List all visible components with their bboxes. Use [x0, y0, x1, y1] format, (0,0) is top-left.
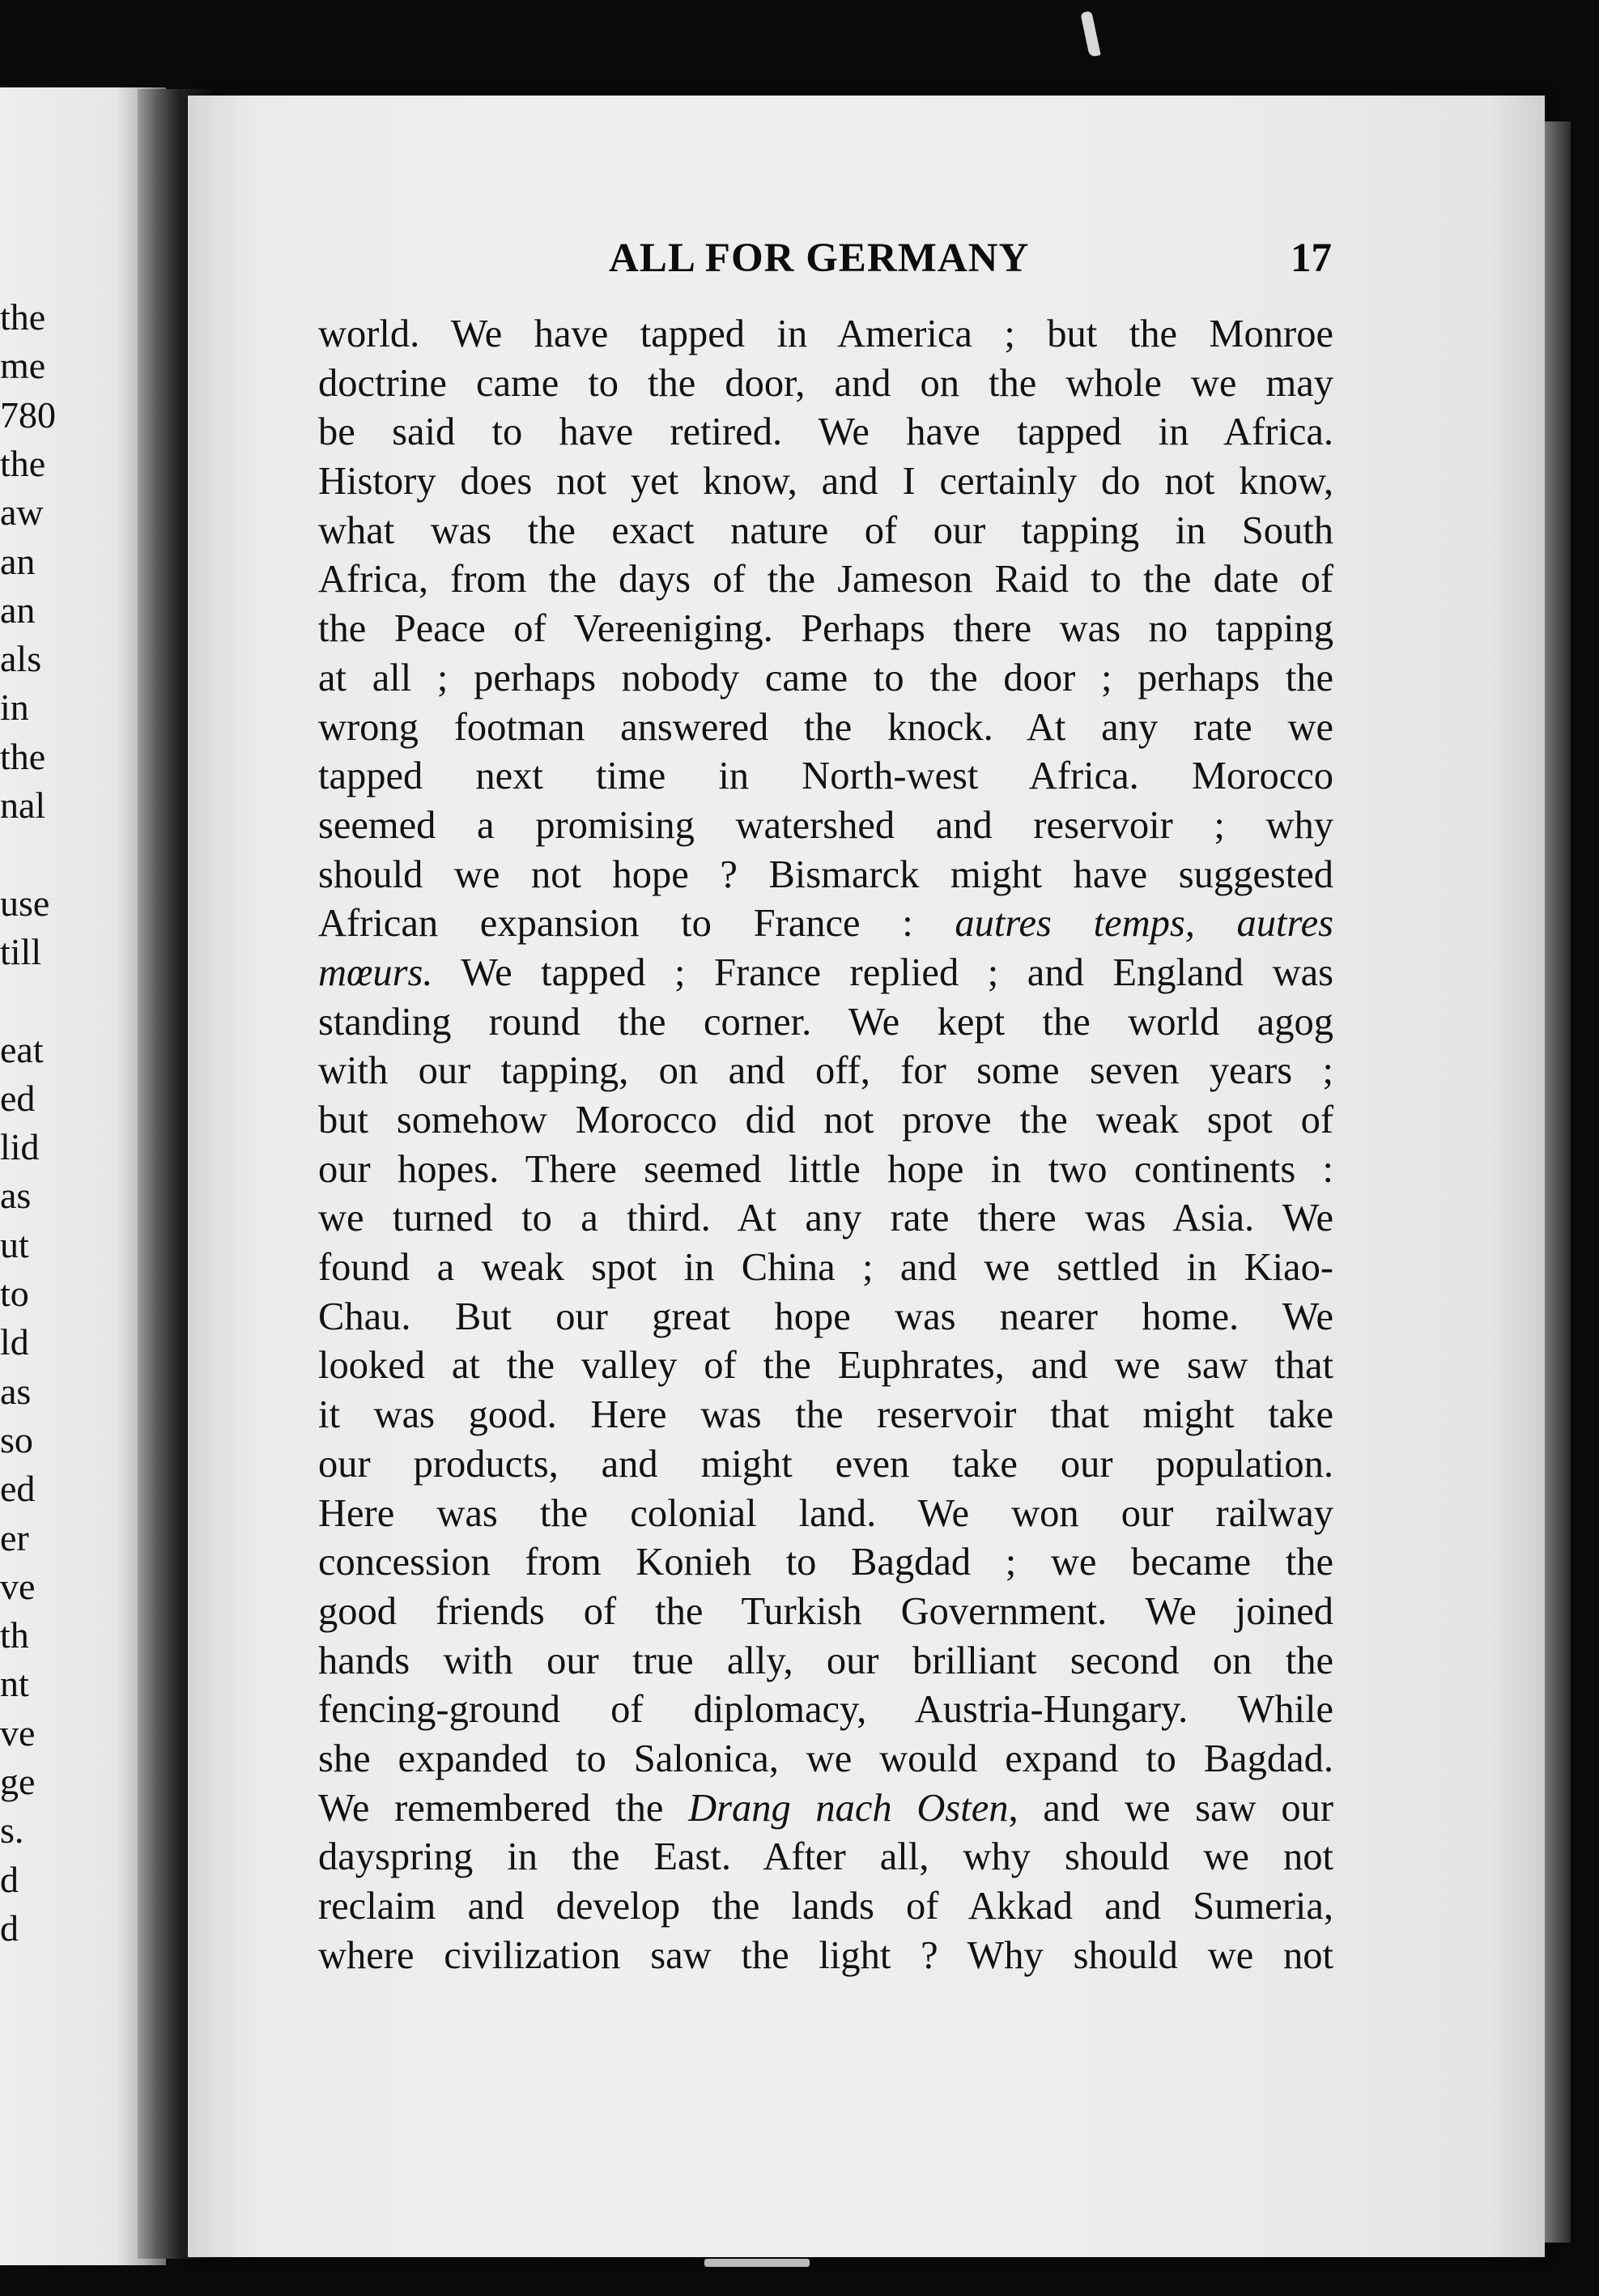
text-line: History does not yet know, and I certainly do not know,: [318, 460, 1333, 504]
text-line: standing round the corner. We kept the world agog: [318, 1000, 1333, 1044]
text-line: our hopes. There seemed little hope in two continents :: [318, 1147, 1333, 1191]
text-line: be said to have retired. We have tapped in Africa.: [318, 410, 1333, 454]
left-page-fragment: the: [0, 735, 46, 777]
text-line: concession from Konieh to Bagdad ; we became the: [318, 1541, 1333, 1584]
text-line: reclaim and develop the lands of Akkad and Sumeria,: [318, 1885, 1333, 1928]
page-edge-shadow: [1545, 121, 1571, 2243]
left-page-fragment: nt: [0, 1663, 29, 1705]
text-segment: , and we saw our: [1008, 1786, 1334, 1830]
scan-artifact: [704, 2259, 810, 2267]
text-line: what was the exact nature of our tapping in South: [318, 508, 1333, 552]
text-line: Chau. But our great hope was nearer home. We: [318, 1295, 1333, 1338]
left-page-fragment: nal: [0, 784, 46, 826]
left-page-fragment: as: [0, 1175, 32, 1217]
left-page-fragment: to: [0, 1273, 29, 1314]
italic-phrase: autres temps, autres: [955, 902, 1333, 946]
text-line: it was good. Here was the reservoir that might take: [318, 1393, 1333, 1437]
left-page-fragment: ed: [0, 1468, 36, 1510]
text-line: seemed a promising watershed and reservoir ; why: [318, 803, 1333, 847]
text-line: Africa, from the days of the Jameson Raid to the date of: [318, 558, 1333, 602]
text-line: should we not hope ? Bismarck might have suggested: [318, 852, 1333, 896]
italic-phrase: Drang nach Osten: [688, 1786, 1009, 1830]
left-page-fragment: as: [0, 1370, 32, 1412]
text-line-mixed: [318, 1784, 1333, 1834]
left-page-fragment: till: [0, 930, 42, 972]
text-line: looked at the valley of the Euphrates, and we saw that: [318, 1344, 1333, 1388]
left-page-fragment: ld: [0, 1321, 29, 1363]
left-page-fragment: me: [0, 345, 46, 387]
text-line: good friends of the Turkish Government. We joined: [318, 1589, 1333, 1633]
page-number: 17: [1291, 236, 1332, 281]
text-line: our products, and might even take our population.: [318, 1442, 1333, 1486]
left-page-fragment: lid: [0, 1126, 40, 1168]
text-line: found a weak spot in China ; and we settled in Kiao-: [318, 1246, 1333, 1290]
running-title: ALL FOR GERMANY: [609, 236, 1030, 281]
text-line-mixed: [318, 949, 1333, 998]
scan-speck: [1080, 11, 1100, 57]
text-line: dayspring in the East. After all, why should we not: [318, 1835, 1333, 1879]
left-page-fragment: so: [0, 1418, 33, 1461]
text-line: but somehow Morocco did not prove the weak spot of: [318, 1099, 1333, 1142]
text-line: tapped next time in North-west Africa. Morocco: [318, 755, 1333, 798]
text-line: hands with our true ally, our brilliant second on the: [318, 1639, 1333, 1682]
text-line: fencing-ground of diplomacy, Austria-Hungary. While: [318, 1688, 1333, 1732]
body-text: [318, 310, 1333, 1980]
left-page-fragment: an: [0, 540, 36, 582]
left-page-fragment: s.: [0, 1809, 24, 1852]
left-page-fragment: d: [0, 1858, 19, 1900]
text-segment: We remembered the: [318, 1786, 664, 1830]
text-line: at all ; perhaps nobody came to the door ; perhaps the: [318, 656, 1333, 699]
left-page-fragment: in: [0, 687, 29, 729]
left-page-fragment: als: [0, 638, 42, 680]
text-line-mixed: [318, 899, 1333, 949]
left-page-fragment: the: [0, 442, 46, 484]
left-page-fragment: eat: [0, 1028, 44, 1070]
left-page-fragment: 780: [0, 393, 56, 436]
text-line: doctrine came to the door, and on the whole we may: [318, 361, 1333, 405]
left-page-fragment: ve: [0, 1565, 36, 1607]
left-page-fragment: ed: [0, 1077, 36, 1119]
left-page-fragment: the: [0, 296, 46, 338]
text-line: Here was the colonial land. We won our railway: [318, 1491, 1333, 1535]
text-line: we turned to a third. At any rate there was Asia. We: [318, 1197, 1333, 1240]
left-page-fragment: ve: [0, 1711, 36, 1754]
text-line: world. We have tapped in America ; but the Monroe: [318, 313, 1333, 355]
text-line: she expanded to Salonica, we would expand to Bagdad.: [318, 1737, 1333, 1780]
text-line: the Peace of Vereeniging. Perhaps there was no tapping: [318, 607, 1333, 651]
text-segment: We tapped ; France replied ; and England was: [461, 950, 1333, 994]
italic-phrase: mœurs.: [318, 950, 433, 994]
left-page-fragment: use: [0, 882, 50, 924]
text-line: wrong footman answered the knock. At any rate we: [318, 705, 1333, 749]
left-page-fragment: an: [0, 589, 36, 631]
left-page-fragment: th: [0, 1614, 29, 1656]
text-line: where civilization saw the light ? Why should we not: [318, 1933, 1333, 1977]
left-page-fragment: ge: [0, 1761, 36, 1802]
text-line: with our tapping, on and off, for some seven years ;: [318, 1049, 1333, 1093]
left-page-fragment: aw: [0, 491, 44, 534]
left-page-fragment: ut: [0, 1223, 29, 1265]
text-segment: African expansion to France :: [318, 902, 913, 946]
left-page-fragment: d: [0, 1907, 19, 1949]
left-page-fragment: er: [0, 1516, 29, 1558]
